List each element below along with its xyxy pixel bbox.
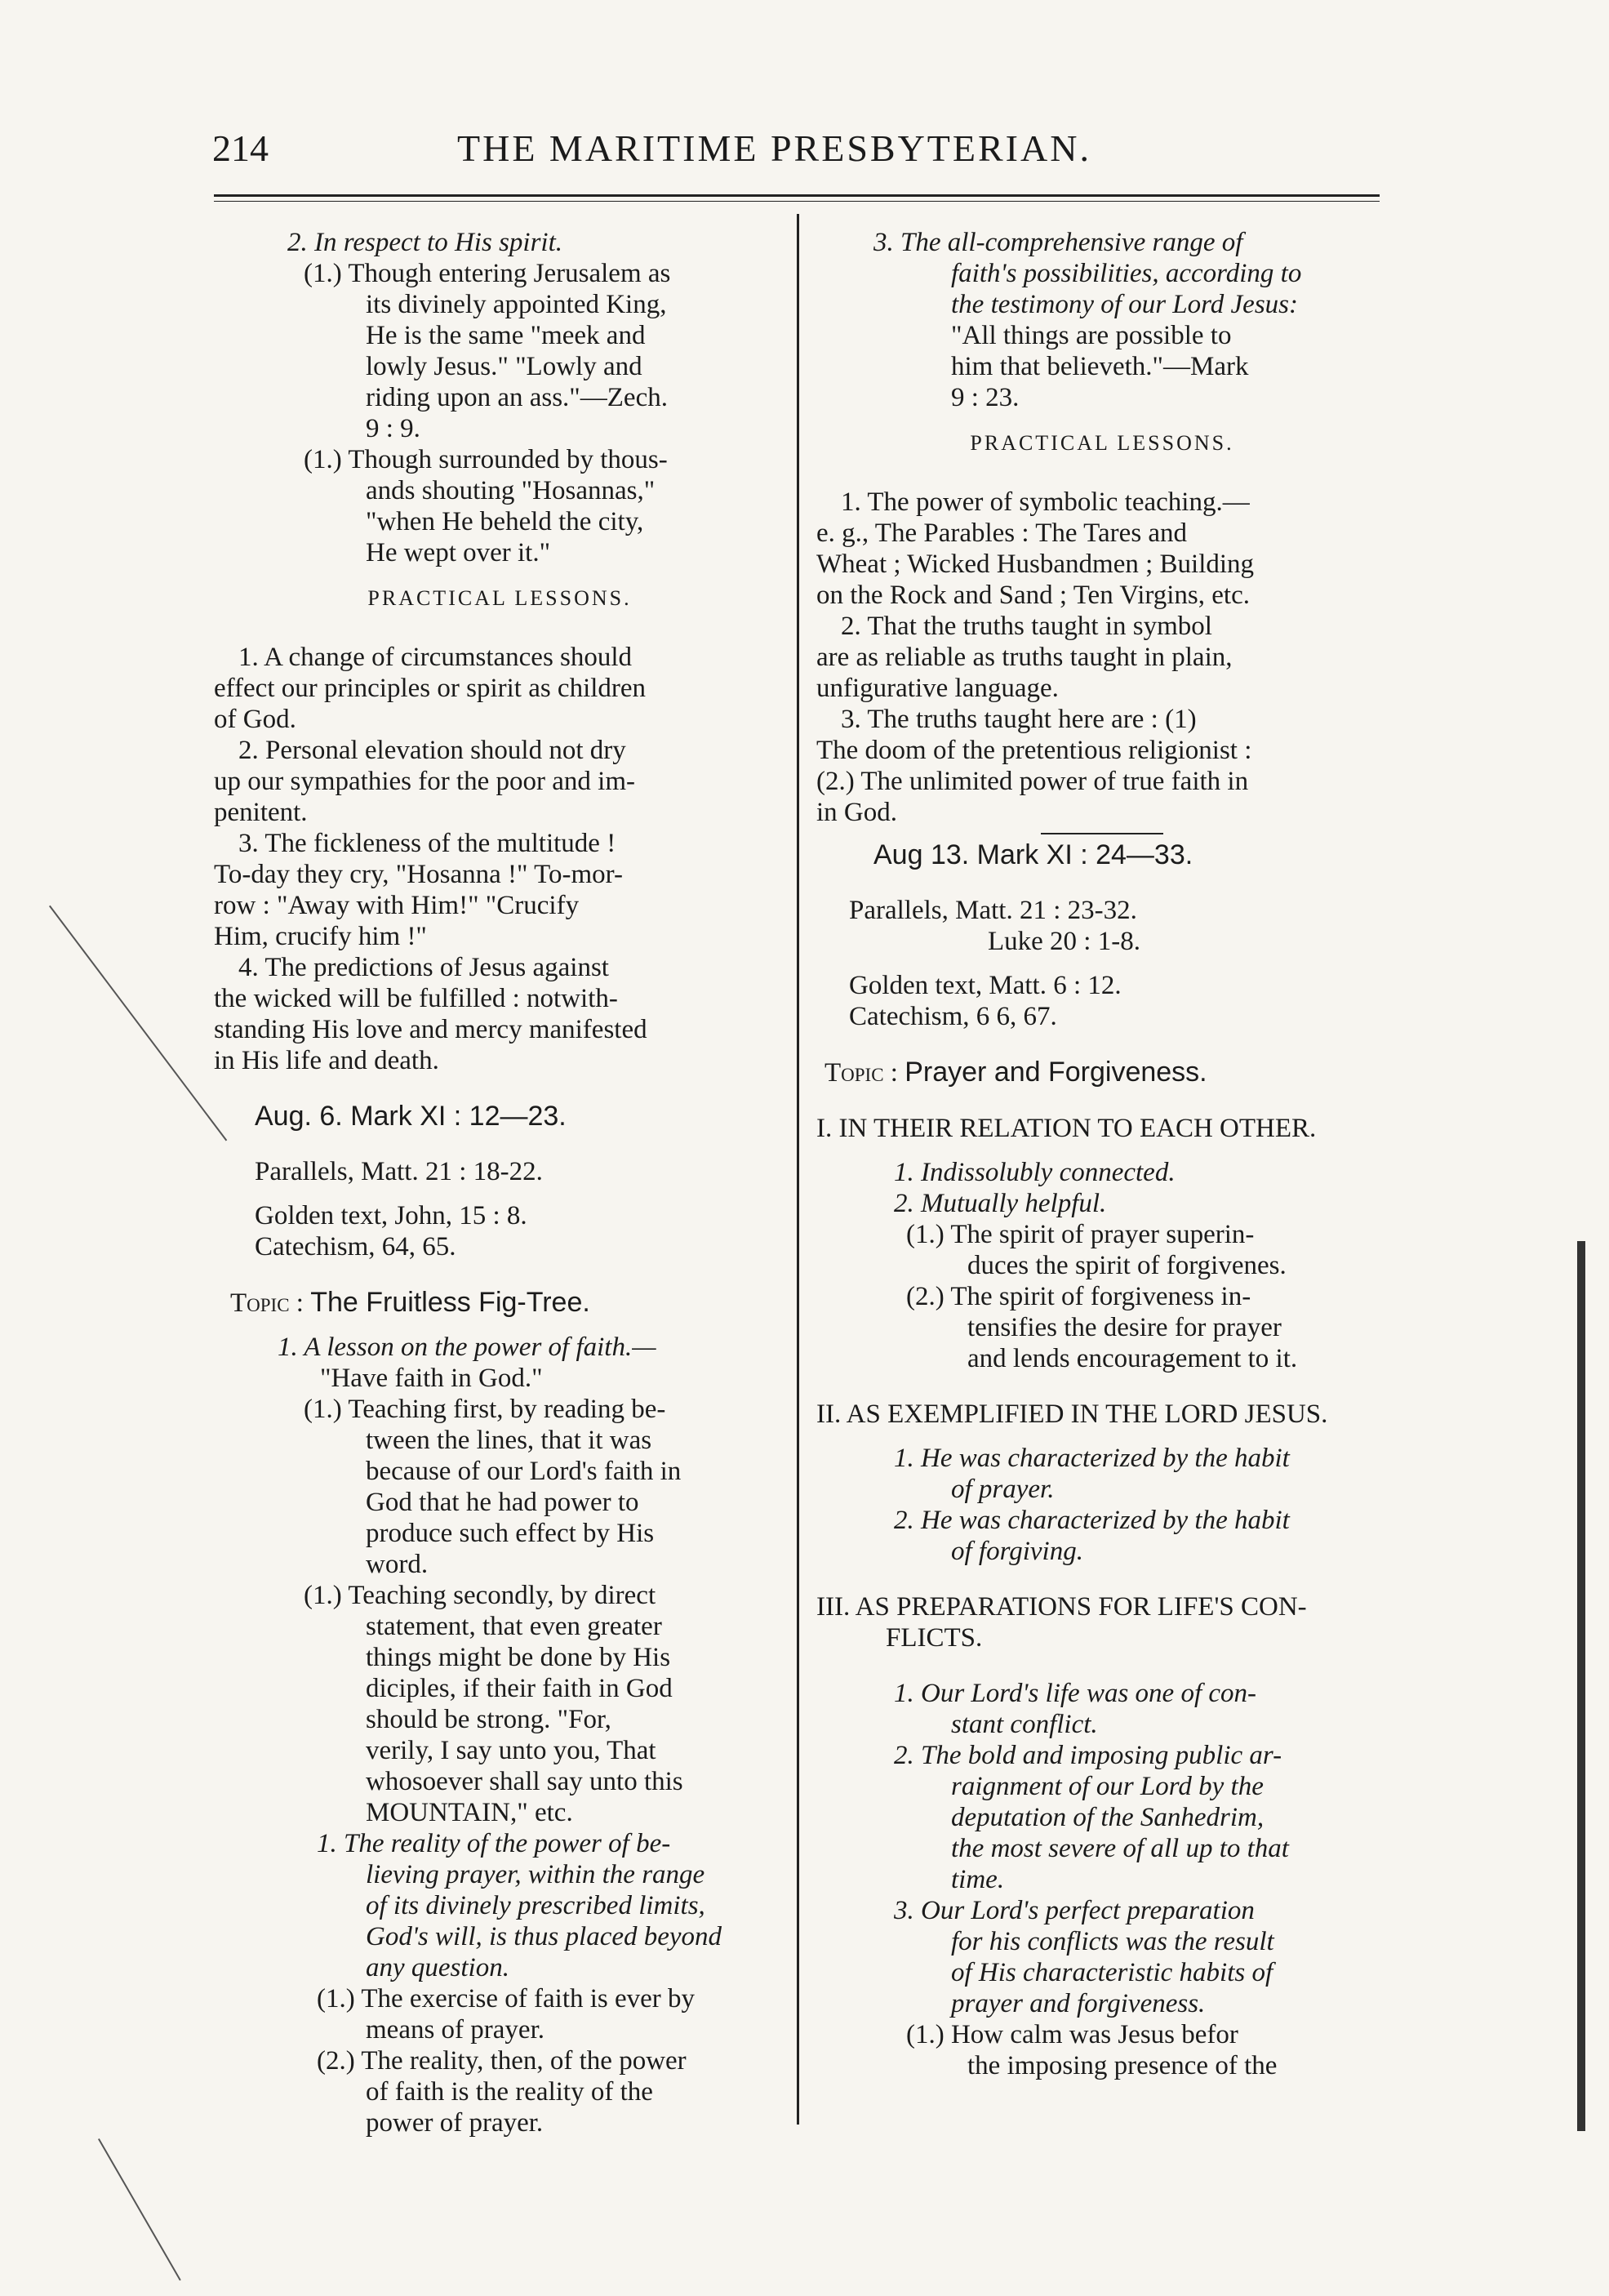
text-line: are as reliable as truths taught in plain, (816, 643, 1233, 672)
text-line: statement, that even greater (366, 1612, 662, 1641)
catechism-line: Catechism, 64, 65. (255, 1232, 456, 1261)
text-line: "Have faith in God." (320, 1364, 543, 1393)
text-line: tween the lines, that it was (366, 1426, 652, 1455)
text-line: in His life and death. (214, 1046, 439, 1075)
text-line: and lends encouragement to it. (967, 1344, 1298, 1373)
text-line: 2. The bold and imposing public ar- (894, 1741, 1282, 1770)
text-line: (1.) Teaching secondly, by direct (304, 1581, 656, 1610)
journal-title: THE MARITIME PRESBYTERIAN. (457, 127, 1091, 169)
text-line: any question. (366, 1953, 509, 1982)
text-line: penitent. (214, 798, 308, 827)
text-line: time. (951, 1865, 1005, 1894)
text-line: (1.) The spirit of prayer superin- (906, 1220, 1255, 1249)
text-line: of prayer. (951, 1475, 1055, 1504)
section-rule (1041, 833, 1163, 834)
text-line: 3. Our Lord's perfect preparation (894, 1896, 1255, 1925)
text-line: because of our Lord's faith in (366, 1457, 682, 1486)
text-line: (1.) Though entering Jerusalem as (304, 259, 671, 288)
text-line: should be strong. "For, (366, 1705, 611, 1734)
text-line: 1. Our Lord's life was one of con- (894, 1679, 1257, 1708)
text-line: means of prayer. (366, 2015, 544, 2045)
text-line: unfigurative language. (816, 674, 1059, 703)
text-line: He wept over it." (366, 538, 551, 567)
text-line: lieving prayer, within the range (366, 1860, 705, 1889)
golden-text-line: Golden text, John, 15 : 8. (255, 1201, 527, 1230)
topic-title: Prayer and Forgiveness. (905, 1057, 1207, 1088)
text-line: of faith is the reality of the (366, 2077, 653, 2107)
text-line: 1. The reality of the power of be- (317, 1829, 671, 1858)
text-line: up our sympathies for the poor and im- (214, 767, 635, 796)
text-line: (2.) The unlimited power of true faith in (816, 767, 1249, 796)
text-line: 1. Indissolubly connected. (894, 1158, 1176, 1187)
text-line: 2. Mutually helpful. (894, 1189, 1107, 1218)
text-line: To-day they cry, "Hosanna !" To-mor- (214, 860, 623, 889)
text-line: Wheat ; Wicked Husbandmen ; Building (816, 550, 1255, 579)
text-line: of God. (214, 705, 296, 734)
text-line: faith's possibilities, according to (951, 259, 1302, 288)
text-line: Him, crucify him !" (214, 922, 427, 951)
topic-title: The Fruitless Fig-Tree. (310, 1287, 590, 1318)
text-line: 9 : 9. (366, 414, 420, 443)
text-line: 9 : 23. (951, 383, 1020, 412)
text-line: in God. (816, 798, 897, 827)
parallels-line: Luke 20 : 1-8. (988, 927, 1140, 956)
text-line: (2.) The reality, then, of the power (317, 2046, 687, 2076)
text-line: him that believeth."—Mark (951, 352, 1249, 381)
text-line: raignment of our Lord by the (951, 1772, 1264, 1801)
page-header (212, 127, 1388, 184)
section-heading: 1. A lesson on the power of faith.— (278, 1333, 656, 1362)
text-line: the testimony of our Lord Jesus: (951, 290, 1298, 319)
text-line: riding upon an ass."—Zech. (366, 383, 668, 412)
practical-lessons-heading: PRACTICAL LESSONS. (367, 586, 632, 610)
scan-edge-shadow (1577, 1241, 1585, 2131)
text-line: God that he had power to (366, 1488, 639, 1517)
text-line: He is the same "meek and (366, 321, 646, 350)
parallels-line: Parallels, Matt. 21 : 18-22. (255, 1157, 543, 1186)
text-line: the imposing presence of the (967, 2051, 1278, 2080)
text-line: 3. The truths taught here are : (1) (841, 705, 1197, 734)
header-rule (214, 194, 1380, 197)
division-heading: III. AS PREPARATIONS FOR LIFE'S CON- (816, 1592, 1307, 1622)
text-line: (1.) How calm was Jesus befor (906, 2020, 1238, 2049)
text-line: tensifies the desire for prayer (967, 1313, 1282, 1342)
catechism-line: Catechism, 6 6, 67. (849, 1002, 1057, 1031)
parallels-line: Parallels, Matt. 21 : 23-32. (849, 896, 1137, 925)
scan-stray-line (98, 2138, 181, 2280)
topic-line (816, 1057, 1388, 1088)
text-line: 2. Personal elevation should not dry (238, 736, 626, 765)
text-line: word. (366, 1550, 429, 1579)
topic-label: Topic : (230, 1288, 304, 1318)
column-divider (797, 214, 799, 2125)
left-column (214, 227, 785, 2138)
text-line: 4. The predictions of Jesus against (238, 953, 609, 982)
text-line: duces the spirit of forgivenes. (967, 1251, 1287, 1280)
text-line: the wicked will be fulfilled : notwith- (214, 984, 618, 1013)
text-line: 1. He was characterized by the habit (894, 1444, 1290, 1473)
text-line: things might be done by His (366, 1643, 671, 1672)
text-line: power of prayer. (366, 2108, 544, 2138)
text-line: "when He beheld the city, (366, 507, 644, 536)
text-line: the most severe of all up to that (951, 1834, 1289, 1863)
lesson-heading: Aug 13. Mark XI : 24—33. (873, 839, 1193, 870)
text-line: of its divinely prescribed limits, (366, 1891, 705, 1920)
text-line: (1.) Though surrounded by thous- (304, 445, 668, 474)
text-line: (1.) The exercise of faith is ever by (317, 1984, 696, 2013)
scan-stray-line (49, 905, 227, 1141)
text-line: 1. The power of symbolic teaching.— (841, 487, 1250, 517)
golden-text-line: Golden text, Matt. 6 : 12. (849, 971, 1122, 1000)
text-line: 2. That the truths taught in symbol (841, 612, 1212, 641)
text-line: lowly Jesus." "Lowly and (366, 352, 642, 381)
section-heading: 3. The all-comprehensive range of (873, 228, 1243, 257)
text-line: 3. The fickleness of the multitude ! (238, 829, 616, 858)
text-line: MOUNTAIN," etc. (366, 1798, 573, 1827)
text-line: 1. A change of circumstances should (238, 643, 633, 672)
text-line: (2.) The spirit of forgiveness in- (906, 1282, 1251, 1311)
lesson-heading: Aug. 6. Mark XI : 12—23. (255, 1101, 567, 1132)
text-line: for his conflicts was the result (951, 1927, 1274, 1956)
division-heading: FLICTS. (886, 1623, 983, 1653)
text-line: (1.) Teaching first, by reading be- (304, 1395, 666, 1424)
text-line: diciples, if their faith in God (366, 1674, 673, 1703)
text-line: ands shouting "Hosannas," (366, 476, 656, 505)
division-heading: II. AS EXEMPLIFIED IN THE LORD JESUS. (816, 1399, 1328, 1429)
text-line: effect our principles or spirit as children (214, 674, 647, 703)
text-line: "All things are possible to (951, 321, 1232, 350)
text-line: produce such effect by His (366, 1519, 655, 1548)
text-line: its divinely appointed King, (366, 290, 667, 319)
text-line: standing His love and mercy manifested (214, 1015, 647, 1044)
text-line: of forgiving. (951, 1537, 1083, 1566)
right-column (816, 227, 1388, 2081)
text-line: on the Rock and Sand ; Ten Virgins, etc. (816, 581, 1250, 610)
text-line: The doom of the pretentious religionist : (816, 736, 1252, 765)
page-number: 214 (212, 127, 269, 169)
text-line: e. g., The Parables : The Tares and (816, 518, 1188, 548)
text-line: deputation of the Sanhedrim, (951, 1803, 1265, 1832)
topic-line (214, 1287, 785, 1319)
text-line: row : "Away with Him!" "Crucify (214, 891, 580, 920)
division-heading: I. IN THEIR RELATION TO EACH OTHER. (816, 1114, 1317, 1143)
text-line: God's will, is thus placed beyond (366, 1922, 722, 1951)
text-line: verily, I say unto you, That (366, 1736, 656, 1765)
text-line: whosoever shall say unto this (366, 1767, 683, 1796)
section-heading: 2. In respect to His spirit. (287, 228, 563, 257)
practical-lessons-heading: PRACTICAL LESSONS. (970, 431, 1234, 455)
text-line: 2. He was characterized by the habit (894, 1506, 1290, 1535)
text-line: prayer and forgiveness. (951, 1989, 1206, 2018)
header-rule-thin (214, 201, 1380, 202)
topic-label: Topic : (825, 1058, 898, 1088)
text-line: stant conflict. (951, 1710, 1098, 1739)
text-line: of His characteristic habits of (951, 1958, 1273, 1987)
